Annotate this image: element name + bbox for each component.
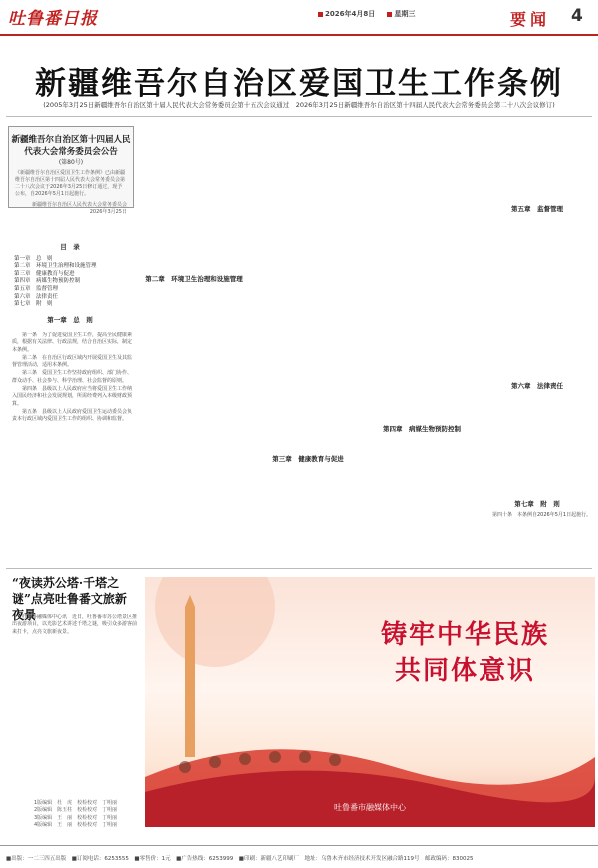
table-of-contents [14,240,126,328]
article-column-5 [482,126,592,566]
masthead [0,0,598,36]
chapter-heading: 第二章 环境卫生治理和设施管理 [145,275,243,283]
toc-item: 第一章 总 则 [14,255,53,262]
poster-title [335,617,595,689]
credit-line: 3版编辑 王 丽 校检校对 丁明丽 [34,814,118,821]
chapter-heading: 第六章 法律责任 [511,382,563,391]
article-paragraph: 第二条 在自治区行政区域内开展爱国卫生及其监督管理活动，适用本条例。 [12,354,133,369]
announcement-title: 新疆维吾尔自治区第十四届人民代表大会常务委员会公告 [11,135,131,157]
article-paragraph: 第五条 县级以上人民政府爱国卫生运动委员会负责本行政区域内爱国卫生工作的组织、协调和监督。 [12,408,133,423]
square-icon [318,12,323,17]
article-paragraph: 第三条 爱国卫生工作坚持政府组织、部门协作、群众动手、社会参与、科学治理、社会监督的原则。 [12,370,133,384]
chapter-heading: 第三章 健康教育与促进 [272,455,344,463]
credit-line: 2版编辑 陈玉柱 校检校对 丁明丽 [34,807,118,814]
article-column-2 [140,126,248,566]
page-footer [0,845,598,868]
editor-credits [34,800,117,830]
article-paragraph: 第四十条 本条例自2026年5月1日起施行。 [492,511,592,518]
announcement-date: 2026年3月25日 [89,209,127,215]
issue-weekday: 星期三 [394,10,416,18]
toc-item: 第四章 病媒生物预防控制 [14,278,81,285]
announcement-signature: 新疆维吾尔自治区人民代表大会常务委员会 [31,202,127,208]
footer-text: ■出版：一二三四五出版 ■订阅电话：6253555 ■零售价：1元 ■广告热线：6253999 ■印刷：新疆八艺印刷厂 地址：乌鲁木齐市经济技术开发区融合路119号 邮政编码：830025 [6,856,474,862]
toc-item: 第六章 法律责任 [14,293,59,300]
divider [6,116,592,117]
announcement-box [8,126,134,215]
toc-item: 第七章 附 则 [14,301,53,308]
poster-source: 吐鲁番市融媒体中心 [334,803,406,812]
sidebar-paragraph: 吐鲁番融媒体中心讯 近日，吐鲁番市苏公塔景区推出夜游项目，以光影艺术讲述千塔之谜，吸引众多游客前来打卡，点亮文旅新夜景。 [12,614,137,635]
page-number: 4 [571,6,583,26]
article-paragraph: 第一条 为了促进爱国卫生工作，提高全民健康素质，根据有关法律、行政法规，结合自治区实际，制定本条例。 [12,332,133,353]
poster-decoration [145,577,595,827]
chapter-heading: 第一章 总 则 [47,315,93,324]
poster-line-2: 共同体意识 [394,656,535,686]
toc-title: 目 录 [60,243,80,251]
announcement-body: 《新疆维吾尔自治区爱国卫生工作条例》已由新疆维吾尔自治区第十四届人民代表大会常务委员会第二十八次会议于2026年3月25日修订通过，现予公布，自2026年5月1日起施行。 [15,170,126,197]
poster-image [145,577,595,827]
toc-item: 第二章 环境卫生治理和设施管理 [14,263,97,270]
poster-line-1: 铸牢中华民族 [380,620,549,650]
article-column-4 [368,126,476,566]
credit-line: 4版编辑 王 丽 校检校对 丁明丽 [34,822,118,829]
toc-item: 第五章 监督管理 [14,285,59,292]
chapter-heading: 第五章 监督管理 [511,205,563,213]
newspaper-logo: 吐鲁番日报 [8,9,98,29]
chapter-heading: 第七章 附 则 [514,499,560,508]
issue-date: 2026年4月8日 [325,10,376,18]
announcement-number: (第80号) [58,159,84,166]
article-column-3 [254,126,362,566]
toc-item: 第三章 健康教育与促进 [14,270,75,277]
article-subtitle: (2005年3月25日新疆维吾尔自治区第十届人民代表大会常务委员会第十五次会议通过 2026年3月25日新疆维吾尔自治区第十四届人民代表大会常务委员会第二十八次会议修订) [43,101,555,109]
credit-line: 1版编辑 杜 虎 校检校对 丁明丽 [34,800,118,806]
article-column-1 [12,332,134,562]
square-icon [387,12,392,17]
divider [6,568,592,569]
chapter-heading: 第四章 病媒生物预防控制 [383,425,461,433]
section-name: 要闻 [510,10,551,29]
issue-meta [318,9,425,19]
sidebar-body [12,614,137,794]
article-paragraph: 第四条 县级以上人民政府应当将爱国卫生工作纳入国民经济和社会发展规划，所需经费列入本级财政预算。 [12,386,133,407]
article-title: 新疆维吾尔自治区爱国卫生工作条例 [35,66,563,102]
sidebar-headline: “夜读苏公塔·千塔之谜”点亮吐鲁番文旅新夜景 [12,576,127,622]
